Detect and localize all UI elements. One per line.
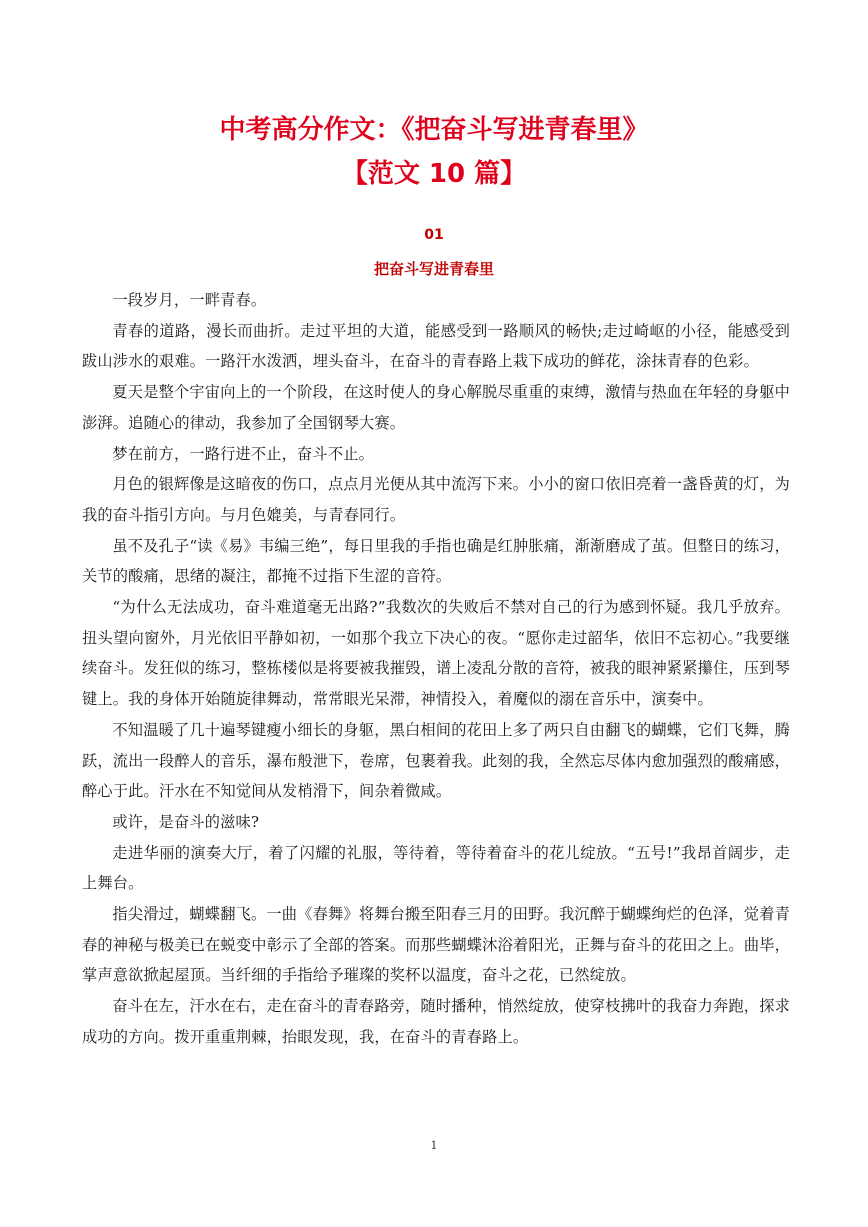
section-number: 01 — [424, 227, 444, 243]
article-body — [82, 285, 790, 1053]
paragraph: 青春的道路，漫长而曲折。走过平坦的大道，能感受到一路顺风的畅快;走过崎岖的小径，能感受到跋山涉水的艰难。一路汗水泼洒，埋头奋斗，在奋斗的青春路上栽下成功的鲜花，涂抹青春的色彩。 — [82, 321, 790, 371]
document-title: 中考高分作文：《把奋斗写进青春里》 — [219, 115, 649, 145]
paragraph: 虽不及孔子“读《易》韦编三绝”，每日里我的手指也确是红肿胀痛，渐渐磨成了茧。但整日的练习，关节的酸痛，思绪的凝注，都掩不过指下生涩的音符。 — [82, 536, 790, 586]
paragraph: 不知温暖了几十遍琴键瘦小细长的身躯，黑白相间的花田上多了两只自由翻飞的蝴蝶，它们飞舞，腾跃，流出一段醉人的音乐，瀑布般泄下，卷席，包裹着我。此刻的我，全然忘尽体内愈加强烈的酸痛感，醉心于此。汗水在不知觉间从发梢滑下，间杂着微咸。 — [82, 720, 790, 801]
paragraph: 奋斗在左，汗水在右，走在奋斗的青春路旁，随时播种，悄然绽放，使穿枝拂叶的我奋力奔跑，探求成功的方向。拨开重重荆棘，抬眼发现，我，在奋斗的青春路上。 — [82, 997, 790, 1046]
paragraph: 或许，是奋斗的滋味? — [112, 812, 260, 831]
paragraph: “为什么无法成功，奋斗难道毫无出路?”我数次的失败后不禁对自己的行为感到怀疑。我几乎放弃。扭头望向窗外，月光依旧平静如初，一如那个我立下决心的夜。“愿你走过韶华，依旧不忘初心。”我要继续奋斗。发狂似的练习，整栋楼似是将要被我摧毁，谱上凌乱分散的音符，被我的眼神紧紧攥住，压到琴键上。我的身体开始随旋律舞动，常常眼光呆滞，神情投入，着魔似的溺在音乐中，演奏中。 — [82, 598, 790, 709]
paragraph: 指尖滑过，蝴蝶翻飞。一曲《春舞》将舞台搬至阳春三月的田野。我沉醉于蝴蝶绚烂的色泽，觉着青春的神秘与极美已在蜕变中彰示了全部的答案。而那些蝴蝶沐浴着阳光，正舞与奋斗的花田之上。曲毕，掌声意欲掀起屋顶。当纤细的手指给予璀璨的奖杯以温度，奋斗之花，已然绽放。 — [82, 905, 790, 985]
section-title: 把奋斗写进青春里 — [373, 260, 494, 278]
document-subtitle: 【范文 10 篇】 — [341, 159, 527, 189]
paragraph: 梦在前方，一路行进不止，奋斗不止。 — [112, 444, 374, 463]
paragraph: 一段岁月，一畔青春。 — [112, 291, 267, 309]
paragraph: 走进华丽的演奏大厅，着了闪耀的礼服，等待着，等待着奋斗的花儿绽放。“五号!”我昂首阔步，走上舞台。 — [82, 843, 790, 893]
page-number: 1 — [430, 1139, 438, 1152]
paragraph: 月色的银辉像是这暗夜的伤口，点点月光便从其中流泻下来。小小的窗口依旧亮着一盏昏黄的灯，为我的奋斗指引方向。与月色媲美，与青春同行。 — [82, 475, 790, 524]
paragraph: 夏天是整个宇宙向上的一个阶段，在这时使人的身心解脱尽重重的束缚，激情与热血在年轻的身躯中澎湃。追随心的律动，我参加了全国钢琴大赛。 — [82, 383, 790, 432]
